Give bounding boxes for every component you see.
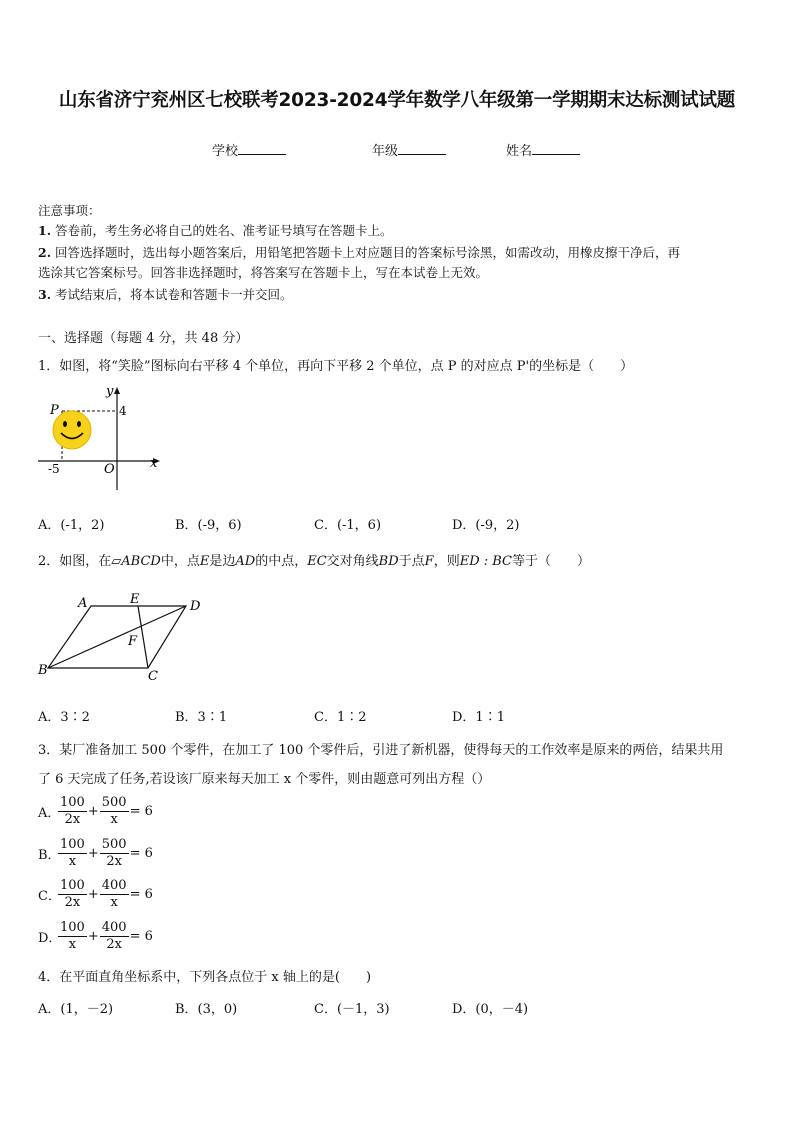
q2-stem-part: 是边	[209, 554, 236, 569]
q2-stem-part: ，则	[433, 554, 460, 569]
option-label: C．	[38, 889, 61, 904]
point-p-label: P	[50, 403, 59, 418]
label-b: B	[38, 663, 48, 678]
x-label: x	[150, 456, 158, 471]
plus-sign: +	[87, 929, 99, 944]
numerator: 100	[60, 837, 85, 852]
q4-option-d: D．(0，－4)	[452, 1002, 529, 1017]
y-arrow-icon	[114, 387, 120, 394]
denominator: x	[110, 812, 118, 827]
plus-sign: +	[87, 846, 99, 861]
fraction	[100, 837, 129, 870]
name-field	[506, 140, 580, 159]
grade-blank	[398, 142, 446, 155]
fraction	[58, 837, 87, 870]
fraction	[100, 920, 129, 953]
parallelogram-symbol: ▱	[111, 554, 122, 569]
fraction	[58, 795, 87, 828]
notes-heading: 注意事项：	[38, 203, 101, 218]
smiley-eye-left	[63, 421, 67, 427]
q4-option-a: A．(1，－2)	[38, 1002, 114, 1017]
origin-label: O	[104, 462, 115, 477]
fraction	[58, 920, 87, 953]
option-label: A．	[38, 806, 61, 821]
numerator: 100	[60, 878, 85, 893]
grade-label: 年级	[372, 144, 399, 159]
school-field	[212, 140, 286, 159]
numerator: 100	[60, 795, 85, 810]
name-blank	[532, 142, 580, 155]
q2-ec: EC	[307, 554, 327, 569]
q2-stem-part: 的中点，	[255, 554, 308, 569]
q1-stem: 1．如图，将“笑脸”图标向右平移 4 个单位，再向下平移 2 个单位，点 P 的对应点 P'的坐标是（ ）	[38, 359, 634, 374]
q2-abcd: ABCD	[121, 554, 161, 569]
label-a: A	[78, 596, 88, 611]
equals-rhs: = 6	[129, 804, 153, 819]
label-d: D	[190, 599, 201, 614]
fraction	[100, 878, 129, 911]
denominator: 2x	[64, 895, 81, 910]
y-label: y	[106, 384, 114, 399]
note-1-text: 答卷前，考生务必将自己的姓名、准考证号填写在答题卡上。	[55, 223, 393, 238]
section-heading: 一、选择题（每题 4 分，共 48 分）	[38, 331, 249, 346]
note-3-num: 3.	[38, 287, 52, 302]
plus-sign: +	[87, 804, 99, 819]
q3-option-a	[38, 795, 154, 828]
numerator: 500	[101, 837, 127, 852]
q2-f: F	[424, 554, 434, 569]
q2-ad: AD	[235, 554, 256, 569]
note-3-text: 考试结束后，将本试卷和答题卡一并交回。	[55, 287, 293, 302]
label-e: E	[130, 592, 140, 607]
note-3	[38, 285, 293, 305]
numerator: 100	[60, 920, 85, 935]
q2-option-c: C．1∶2	[314, 710, 367, 725]
q1-option-d: D．(-9，2)	[452, 518, 520, 533]
q2-bd: BD	[378, 554, 399, 569]
note-2b: 选涂其它答案标号。回答非选择题时，将答案写在答题卡上，写在本试卷上无效。	[38, 265, 489, 280]
q2-stem-part: 于点	[398, 554, 425, 569]
y-tick-4: 4	[119, 404, 127, 418]
segment-ec	[138, 606, 148, 668]
page-title: 山东省济宁兖州区七校联考2023-2024学年数学八年级第一学期期末达标测试试题	[58, 90, 736, 111]
q2-option-b: B．3∶1	[175, 710, 228, 725]
q3-option-b	[38, 837, 154, 870]
q4-option-c: C．(－1，3)	[314, 1002, 390, 1017]
denominator: x	[68, 937, 77, 952]
q3-stem-line1: 3．某厂准备加工 500 个零件，在加工了 100 个零件后，引进了新机器，使得每天的工作效率是原来的两倍，结果共用	[38, 743, 724, 758]
equals-rhs: = 6	[129, 846, 153, 861]
q3-stem-line2: 了 6 天完成了任务,若设该厂原来每天加工 x 个零件，则由题意可列出方程（）	[38, 772, 491, 787]
grade-field	[372, 140, 446, 159]
fraction	[58, 878, 87, 911]
q1-option-a: A．(-1，2)	[38, 518, 105, 533]
denominator: x	[110, 895, 118, 910]
note-2a	[38, 243, 680, 263]
denominator: 2x	[64, 812, 81, 827]
fraction	[100, 795, 129, 828]
plus-sign: +	[87, 887, 99, 902]
q2-figure	[36, 590, 216, 685]
q2-stem-part: 中，点	[160, 554, 200, 569]
q1-figure	[36, 380, 166, 495]
q2-e: E	[199, 554, 210, 569]
q2-stem	[38, 550, 590, 569]
equals-rhs: = 6	[129, 929, 153, 944]
note-1-num: 1.	[38, 223, 52, 238]
label-c: C	[148, 669, 158, 684]
q4-option-b: B．(3，0)	[175, 1002, 238, 1017]
q2-ratio: ED : BC	[459, 554, 513, 569]
school-blank	[238, 142, 286, 155]
denominator: 2x	[106, 854, 122, 869]
diagonal-bd	[48, 606, 186, 668]
q4-stem: 4．在平面直角坐标系中，下列各点位于 x 轴上的是( )	[38, 970, 372, 985]
option-label: D．	[38, 931, 62, 946]
numerator: 500	[101, 795, 127, 810]
denominator: x	[68, 854, 77, 869]
equals-rhs: = 6	[129, 887, 153, 902]
q2-stem-pre: 2．如图，在	[38, 554, 112, 569]
q1-option-c: C．(-1，6)	[314, 518, 382, 533]
note-2a-text: 回答选择题时，选出每小题答案后，用铅笔把答题卡上对应题目的答案标号涂黑，如需改动，用橡皮擦干净后，再	[55, 245, 681, 260]
note-2-num: 2.	[38, 245, 52, 260]
denominator: 2x	[106, 937, 122, 952]
q2-stem-part: 交对角线	[326, 554, 379, 569]
option-label: B．	[38, 848, 61, 863]
q2-option-a: A．3∶2	[38, 710, 90, 725]
q2-option-d: D．1∶1	[452, 710, 505, 725]
school-label: 学校	[212, 144, 239, 159]
numerator: 400	[101, 920, 127, 935]
smiley-eye-right	[77, 421, 81, 427]
name-label: 姓名	[506, 144, 533, 159]
x-tick-neg5: -5	[48, 462, 60, 476]
q2-stem-end: 等于（ ）	[512, 554, 591, 569]
label-f: F	[128, 634, 138, 649]
q1-option-b: B．(-9，6)	[175, 518, 242, 533]
note-1	[38, 221, 393, 241]
q3-option-d	[38, 920, 154, 953]
q3-option-c	[38, 878, 154, 911]
numerator: 400	[101, 878, 127, 893]
